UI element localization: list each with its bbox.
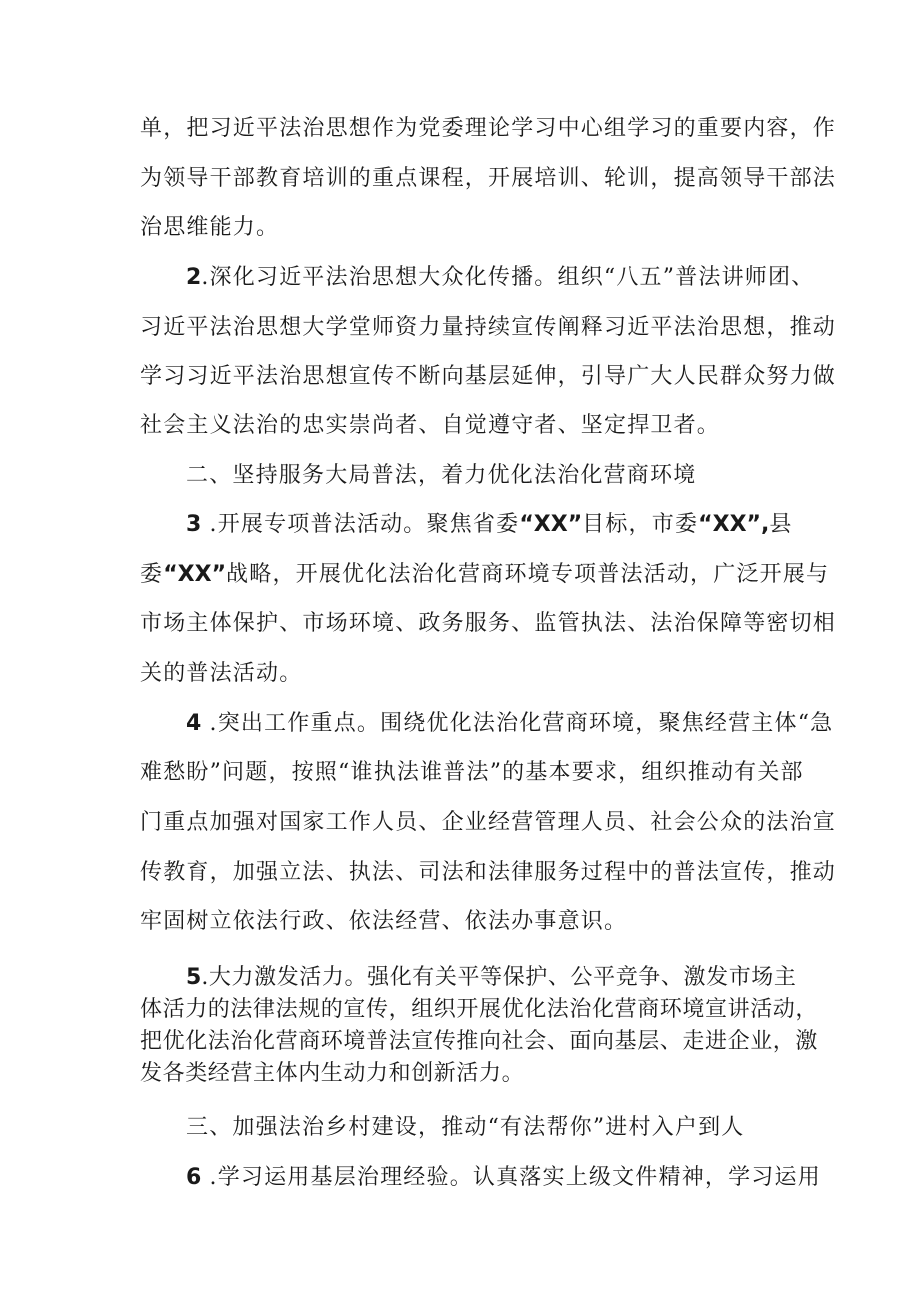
paragraph-5-first-line <box>186 963 797 993</box>
paragraph-text: 委 <box>140 562 164 587</box>
section-heading-3: 三、加强法治乡村建设，推动“有法帮你”进村入户到人 <box>186 1115 745 1140</box>
paragraph-text: .学习运用基层治理经验。认真落实上级文件精神，学习运用 <box>201 1165 821 1190</box>
item-number: 6 <box>186 1165 202 1190</box>
paragraph-line: 市场主体保护、市场环境、政务服务、监管执法、法治保障等密切相 <box>140 611 837 636</box>
placeholder-xx: “XX” <box>163 562 227 587</box>
item-number: 4 <box>186 711 202 736</box>
paragraph-line: 学习习近平法治思想宣传不断向基层延伸，引导广大人民群众努力做 <box>140 364 837 389</box>
placeholder-xx: “XX” <box>519 512 583 537</box>
paragraph-line: 发各类经营主体内生动力和创新活力。 <box>140 1061 525 1086</box>
paragraph-text: 目标，市委 <box>582 512 699 537</box>
paragraph-6-first-line <box>186 1163 821 1193</box>
paragraph-line: 体活力的法律法规的宣传，组织开展优化法治化营商环境宣讲活动， <box>140 997 819 1022</box>
paragraph-line: 难愁盼”问题，按照“谁执法谁普法”的基本要求，组织推动有关部 <box>140 760 804 785</box>
paragraph-line: 治思维能力。 <box>140 215 280 240</box>
paragraph-line: 社会主义法治的忠实崇尚者、自觉遵守者、坚定捍卫者。 <box>140 413 721 438</box>
paragraph-text: 县 <box>769 512 793 537</box>
paragraph-4-first-line <box>186 709 833 739</box>
item-number: 2 <box>186 265 202 290</box>
paragraph-line: 门重点加强对国家工作人员、企业经营管理人员、社会公众的法治宣 <box>140 810 837 835</box>
paragraph-line: 为领导干部教育培训的重点课程，开展培训、轮训，提高领导干部法 <box>140 166 837 191</box>
paragraph-line: 牢固树立依法行政、依法经营、依法办事意识。 <box>140 909 628 934</box>
item-number: 3 <box>186 512 202 537</box>
paragraph-line: 关的普法活动。 <box>140 661 303 686</box>
item-number: 5 <box>186 965 202 990</box>
paragraph-text: .突出工作重点。围绕优化法治化营商环境，聚焦经营主体“急 <box>201 711 834 736</box>
paragraph-text: 战略，开展优化法治化营商环境专项普法活动，广泛开展与 <box>226 562 830 587</box>
paragraph-text: .开展专项普法活动。聚焦省委 <box>201 512 520 537</box>
paragraph-line: 传教育，加强立法、执法、司法和法律服务过程中的普法宣传，推动 <box>140 860 837 885</box>
section-heading-2: 二、坚持服务大局普法，着力优化法治化营商环境 <box>186 463 697 488</box>
paragraph-3-second-line <box>140 560 829 590</box>
paragraph-2-first-line <box>186 263 814 293</box>
placeholder-xx: “XX”, <box>698 512 770 537</box>
paragraph-line: 习近平法治思想大学堂师资力量持续宣传阐释习近平法治思想，推动 <box>140 315 837 340</box>
paragraph-text: .大力激发活力。强化有关平等保护、公平竞争、激发市场主 <box>201 965 797 990</box>
paragraph-3-first-line <box>186 510 793 540</box>
paragraph-line: 把优化法治化营商环境普法宣传推向社会、面向基层、走进企业，激 <box>140 1029 819 1054</box>
paragraph-text: .深化习近平法治思想大众化传播。组织“八五”普法讲师团、 <box>201 265 815 290</box>
paragraph-line: 单，把习近平法治思想作为党委理论学习中心组学习的重要内容，作 <box>140 116 837 141</box>
